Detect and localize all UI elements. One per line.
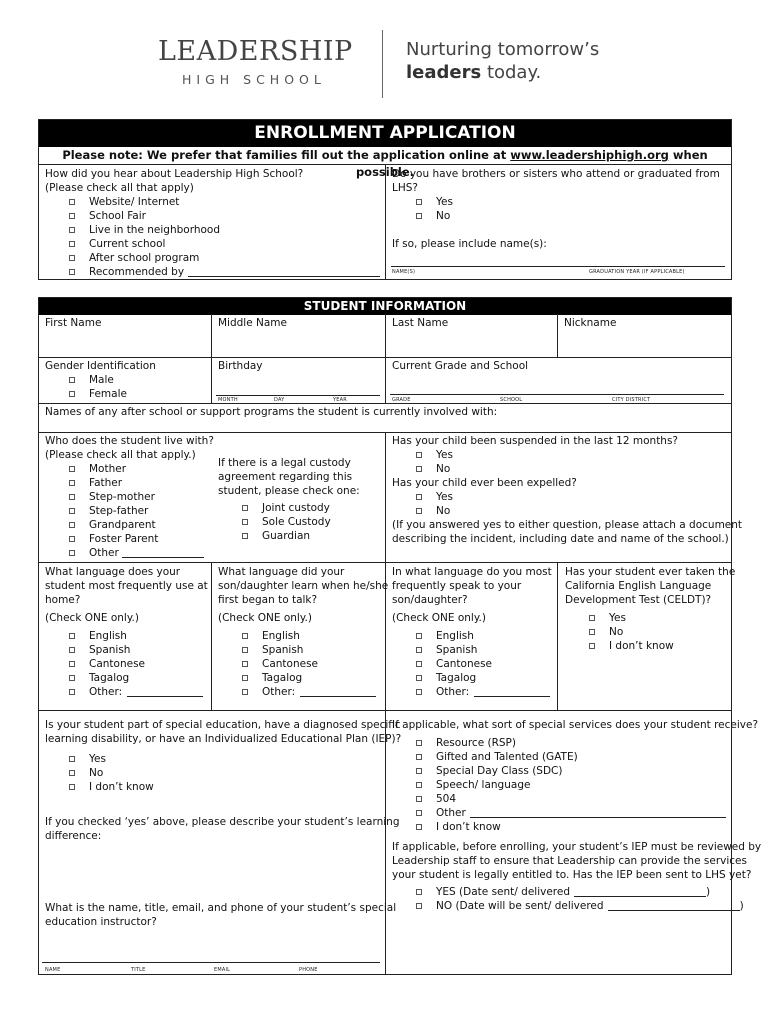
service-sdc[interactable]: Special Day Class (SDC) [392, 764, 761, 778]
tagline-line1: Nurturing tomorrow’s [406, 39, 600, 60]
logo-divider [382, 30, 383, 98]
tagline-rest: today. [481, 62, 542, 83]
col-line [211, 314, 212, 403]
hear-option-current-school[interactable]: Current school [45, 237, 380, 251]
paren: ) [739, 900, 744, 912]
logo-title: LEADERSHIP [158, 36, 353, 67]
checkbox[interactable] [416, 633, 422, 639]
checkbox[interactable] [69, 391, 75, 397]
instructor-q-line1: What is the name, title, email, and phone of your student’s special [45, 902, 397, 914]
note-suffix: when possible. [355, 148, 708, 179]
checkbox[interactable] [416, 689, 422, 695]
home-language-question [45, 565, 208, 699]
hear-question [45, 167, 380, 279]
checkbox[interactable] [416, 494, 422, 500]
middle-name-label: Middle Name [218, 317, 287, 329]
siblings-yes[interactable]: Yes [392, 195, 731, 209]
instructor-info-line[interactable] [42, 962, 380, 963]
q-line: In what language do you most [392, 566, 552, 578]
col-line [385, 432, 386, 975]
tagline-bold: leaders [406, 62, 482, 83]
gender-male[interactable]: Male [45, 373, 156, 387]
custody-q-line3: student, please check one: [218, 485, 360, 497]
checkbox[interactable] [69, 508, 75, 514]
hear-q-line1: How did you hear about Leadership High School? [45, 168, 304, 180]
checkbox[interactable] [416, 466, 422, 472]
describe-question [45, 815, 400, 843]
checkbox[interactable] [589, 643, 595, 649]
live-foster-parent[interactable]: Foster Parent [45, 532, 214, 546]
incident-note-line2: describing the incident, including date and name of the school.) [392, 533, 729, 545]
checkbox[interactable] [416, 754, 422, 760]
hear-option-after-school[interactable]: After school program [45, 251, 380, 265]
describe-q-line1: If you checked ‘yes’ above, please describe your student’s learning [45, 816, 400, 828]
celdt-dont-know[interactable]: I don’t know [565, 639, 735, 653]
live-step-mother[interactable]: Step-mother [45, 490, 214, 504]
col-line [385, 314, 386, 403]
checkbox[interactable] [416, 661, 422, 667]
incident-note-line1: (If you answered yes to either question, please attach a document [392, 519, 743, 531]
q-line: first began to talk? [218, 594, 318, 606]
discipline-question [392, 434, 742, 546]
school-label: SCHOOL [500, 397, 523, 403]
iep-no-date-field[interactable] [608, 901, 740, 911]
first-lang-other-field[interactable] [300, 687, 376, 697]
sped-dont-know[interactable]: I don’t know [45, 780, 401, 794]
inst-title-label: TITLE [131, 967, 146, 973]
checkbox[interactable] [416, 782, 422, 788]
checkbox[interactable] [69, 633, 75, 639]
home-lang-cantonese[interactable]: Cantonese [45, 657, 208, 671]
checkbox[interactable] [69, 689, 75, 695]
services-q-text: If applicable, what sort of special services does your student receive? [392, 719, 759, 731]
checkbox[interactable] [416, 647, 422, 653]
checkbox[interactable] [69, 522, 75, 528]
celdt-yes[interactable]: Yes [565, 611, 735, 625]
checkbox[interactable] [69, 770, 75, 776]
checkbox[interactable] [69, 213, 75, 219]
first-lang-other[interactable]: Other: [218, 685, 388, 699]
expelled-no[interactable]: No [392, 504, 742, 518]
iep-yes[interactable]: YES (Date sent/ delivered ) [392, 885, 761, 899]
checkbox[interactable] [416, 675, 422, 681]
suspended-no[interactable]: No [392, 462, 742, 476]
names-label: NAME(S) [392, 269, 416, 275]
checkbox[interactable] [242, 647, 248, 653]
parent-lang-other-field[interactable] [474, 687, 550, 697]
parent-lang-tagalog[interactable]: Tagalog [392, 671, 552, 685]
checkbox[interactable] [69, 550, 75, 556]
checkbox[interactable] [69, 756, 75, 762]
q-line: Has your student ever taken the [565, 566, 736, 578]
q-line: California English Language [565, 580, 712, 592]
checkbox[interactable] [69, 480, 75, 486]
checkbox[interactable] [242, 675, 248, 681]
hear-option-neighborhood[interactable]: Live in the neighborhood [45, 223, 380, 237]
custody-q-line2: agreement regarding this [218, 471, 353, 483]
q-line: son/daughter learn when he/she [218, 580, 389, 592]
checkbox[interactable] [69, 647, 75, 653]
first-name-label: First Name [45, 317, 102, 329]
checkbox[interactable] [416, 796, 422, 802]
live-other-field[interactable] [122, 548, 204, 558]
enrollment-col-divider [385, 165, 386, 279]
q-line: Development Test (CELDT)? [565, 594, 712, 606]
birthday-label: Birthday [218, 360, 263, 372]
custody-question [218, 456, 360, 543]
live-father[interactable]: Father [45, 476, 214, 490]
checkbox[interactable] [416, 508, 422, 514]
home-lang-tagalog[interactable]: Tagalog [45, 671, 208, 685]
checkbox[interactable] [69, 675, 75, 681]
first-lang-spanish[interactable]: Spanish [218, 643, 388, 657]
note-prefix: Please note: We prefer that families fill out the application online at [62, 148, 511, 162]
checkbox[interactable] [416, 740, 422, 746]
check-one-note: (Check ONE only.) [45, 612, 139, 624]
inst-phone-label: PHONE [299, 967, 318, 973]
custody-sole[interactable]: Sole Custody [218, 515, 360, 529]
services-question [392, 718, 761, 913]
checkbox[interactable] [589, 629, 595, 635]
suspended-q: Has your child been suspended in the last 12 months? [392, 435, 679, 447]
live-other[interactable]: Other [45, 546, 214, 560]
last-name-label: Last Name [392, 317, 449, 329]
celdt-question [565, 565, 735, 653]
checkbox[interactable] [69, 241, 75, 247]
recommended-by-field[interactable] [188, 267, 380, 277]
service-gate[interactable]: Gifted and Talented (GATE) [392, 750, 761, 764]
checkbox[interactable] [416, 903, 422, 909]
checkbox[interactable] [242, 505, 248, 511]
q-line: student most frequently use at [45, 580, 208, 592]
month-label: MONTH [218, 397, 238, 403]
sped-question [45, 718, 401, 794]
live-grandparent[interactable]: Grandparent [45, 518, 214, 532]
first-language-question [218, 565, 388, 699]
iep-note-line2: Leadership staff to ensure that Leadership can provide the services [392, 855, 747, 867]
check-one-note: (Check ONE only.) [392, 612, 486, 624]
hear-option-website[interactable]: Website/ Internet [45, 195, 380, 209]
service-other-field[interactable] [470, 808, 726, 818]
birthday-line[interactable] [216, 395, 380, 396]
gender-label: Gender Identification [45, 360, 156, 372]
checkbox[interactable] [416, 810, 422, 816]
grade-label: GRADE [392, 397, 411, 403]
enrollment-title: ENROLLMENT APPLICATION [39, 120, 731, 147]
grad-year-label: GRADUATION YEAR (IF APPLICABLE) [589, 269, 685, 275]
iep-note-line3: your student is legally entitled to. Has the IEP been sent to LHS yet? [392, 869, 752, 881]
home-lang-english[interactable]: English [45, 629, 208, 643]
paren: ) [706, 886, 711, 898]
enrollment-section [38, 119, 732, 280]
checkbox[interactable] [589, 615, 595, 621]
celdt-no[interactable]: No [565, 625, 735, 639]
checkbox[interactable] [242, 661, 248, 667]
parent-lang-english[interactable]: English [392, 629, 552, 643]
checkbox[interactable] [416, 824, 422, 830]
service-dont-know[interactable]: I don’t know [392, 820, 761, 834]
sibling-names-line[interactable] [391, 266, 725, 267]
q-line: home? [45, 594, 81, 606]
parent-lang-other[interactable]: Other: [392, 685, 552, 699]
first-lang-tagalog[interactable]: Tagalog [218, 671, 388, 685]
checkbox[interactable] [69, 466, 75, 472]
checkbox[interactable] [416, 889, 422, 895]
checkbox[interactable] [416, 452, 422, 458]
custody-guardian[interactable]: Guardian [218, 529, 360, 543]
live-with-question [45, 434, 214, 560]
q-line: What language did your [218, 566, 345, 578]
parent-lang-spanish[interactable]: Spanish [392, 643, 552, 657]
col-line [557, 562, 558, 710]
checkbox[interactable] [69, 494, 75, 500]
student-title: STUDENT INFORMATION [39, 298, 731, 315]
school-logo [156, 30, 616, 100]
website-link[interactable]: www.leadershiphigh.org [510, 148, 669, 162]
home-lang-other-field[interactable] [127, 687, 203, 697]
iep-note-line1: If applicable, before enrolling, your student’s IEP must be reviewed by [392, 841, 762, 853]
checkbox[interactable] [69, 784, 75, 790]
sped-yes[interactable]: Yes [45, 752, 401, 766]
custody-q-line1: If there is a legal custody [218, 457, 351, 469]
instructor-question [45, 901, 396, 929]
day-label: DAY [274, 397, 285, 403]
hear-option-recommended[interactable]: Recommended by [45, 265, 380, 279]
nickname-label: Nickname [564, 317, 617, 329]
row-line [38, 562, 732, 563]
q-line: What language does your [45, 566, 181, 578]
hear-option-fair[interactable]: School Fair [45, 209, 380, 223]
col-line [211, 562, 212, 710]
gender-female[interactable]: Female [45, 387, 156, 401]
logo-subtitle: HIGH SCHOOL [182, 72, 326, 87]
instructor-q-line2: education instructor? [45, 916, 157, 928]
checkbox[interactable] [242, 519, 248, 525]
row-line [38, 403, 732, 404]
city-district-label: CITY DISTRICT [612, 397, 651, 403]
q-line: son/daughter? [392, 594, 468, 606]
iep-no[interactable]: NO (Date will be sent/ delivered ) [392, 899, 761, 913]
programs-question: Names of any after school or support programs the student is currently involved with: [45, 406, 498, 418]
checkbox[interactable] [416, 213, 422, 219]
year-label: YEAR [333, 397, 347, 403]
sped-q-line1: Is your student part of special education, have a diagnosed specific [45, 719, 401, 731]
service-504[interactable]: 504 [392, 792, 761, 806]
iep-yes-date-field[interactable] [574, 887, 706, 897]
suspended-yes[interactable]: Yes [392, 448, 742, 462]
q-line: frequently speak to your [392, 580, 522, 592]
service-rsp[interactable]: Resource (RSP) [392, 736, 761, 750]
grade-school-label: Current Grade and School [392, 360, 529, 372]
hear-q-line2: (Please check all that apply) [45, 182, 194, 194]
siblings-question [392, 167, 731, 251]
checkbox[interactable] [242, 533, 248, 539]
service-other[interactable]: Other [392, 806, 761, 820]
checkbox[interactable] [69, 536, 75, 542]
grade-school-line[interactable] [390, 394, 724, 395]
first-lang-cantonese[interactable]: Cantonese [218, 657, 388, 671]
checkbox[interactable] [69, 227, 75, 233]
col-line [557, 314, 558, 357]
checkbox[interactable] [69, 255, 75, 261]
service-speech[interactable]: Speech/ language [392, 778, 761, 792]
expelled-q: Has your child ever been expelled? [392, 477, 577, 489]
custody-joint[interactable]: Joint custody [218, 501, 360, 515]
check-one-note: (Check ONE only.) [218, 612, 312, 624]
checkbox[interactable] [242, 689, 248, 695]
live-q-line2: (Please check all that apply.) [45, 449, 196, 461]
first-lang-english[interactable]: English [218, 629, 388, 643]
siblings-no[interactable]: No [392, 209, 731, 223]
inst-name-label: NAME [45, 967, 61, 973]
sped-q-line2: learning disability, or have an Individualized Educational Plan (IEP)? [45, 733, 402, 745]
checkbox[interactable] [69, 269, 75, 275]
gender-field [45, 359, 156, 401]
row-line [38, 710, 732, 711]
home-lang-spanish[interactable]: Spanish [45, 643, 208, 657]
describe-q-line2: difference: [45, 830, 102, 842]
checkbox[interactable] [416, 199, 422, 205]
tagline-line2 [406, 61, 599, 84]
tagline [406, 38, 599, 84]
checkbox[interactable] [69, 199, 75, 205]
checkbox[interactable] [69, 661, 75, 667]
checkbox[interactable] [416, 768, 422, 774]
sped-no[interactable]: No [45, 766, 401, 780]
siblings-q-text: Do you have brothers or sisters who attend or graduated from LHS? [392, 168, 720, 194]
inst-email-label: EMAIL [214, 967, 231, 973]
checkbox[interactable] [69, 377, 75, 383]
home-lang-other[interactable]: Other: [45, 685, 208, 699]
checkbox[interactable] [242, 633, 248, 639]
parent-lang-cantonese[interactable]: Cantonese [392, 657, 552, 671]
expelled-yes[interactable]: Yes [392, 490, 742, 504]
siblings-names-q: If so, please include name(s): [392, 238, 547, 250]
live-step-father[interactable]: Step-father [45, 504, 214, 518]
live-mother[interactable]: Mother [45, 462, 214, 476]
parent-language-question [392, 565, 552, 699]
live-q-line1: Who does the student live with? [45, 435, 214, 447]
